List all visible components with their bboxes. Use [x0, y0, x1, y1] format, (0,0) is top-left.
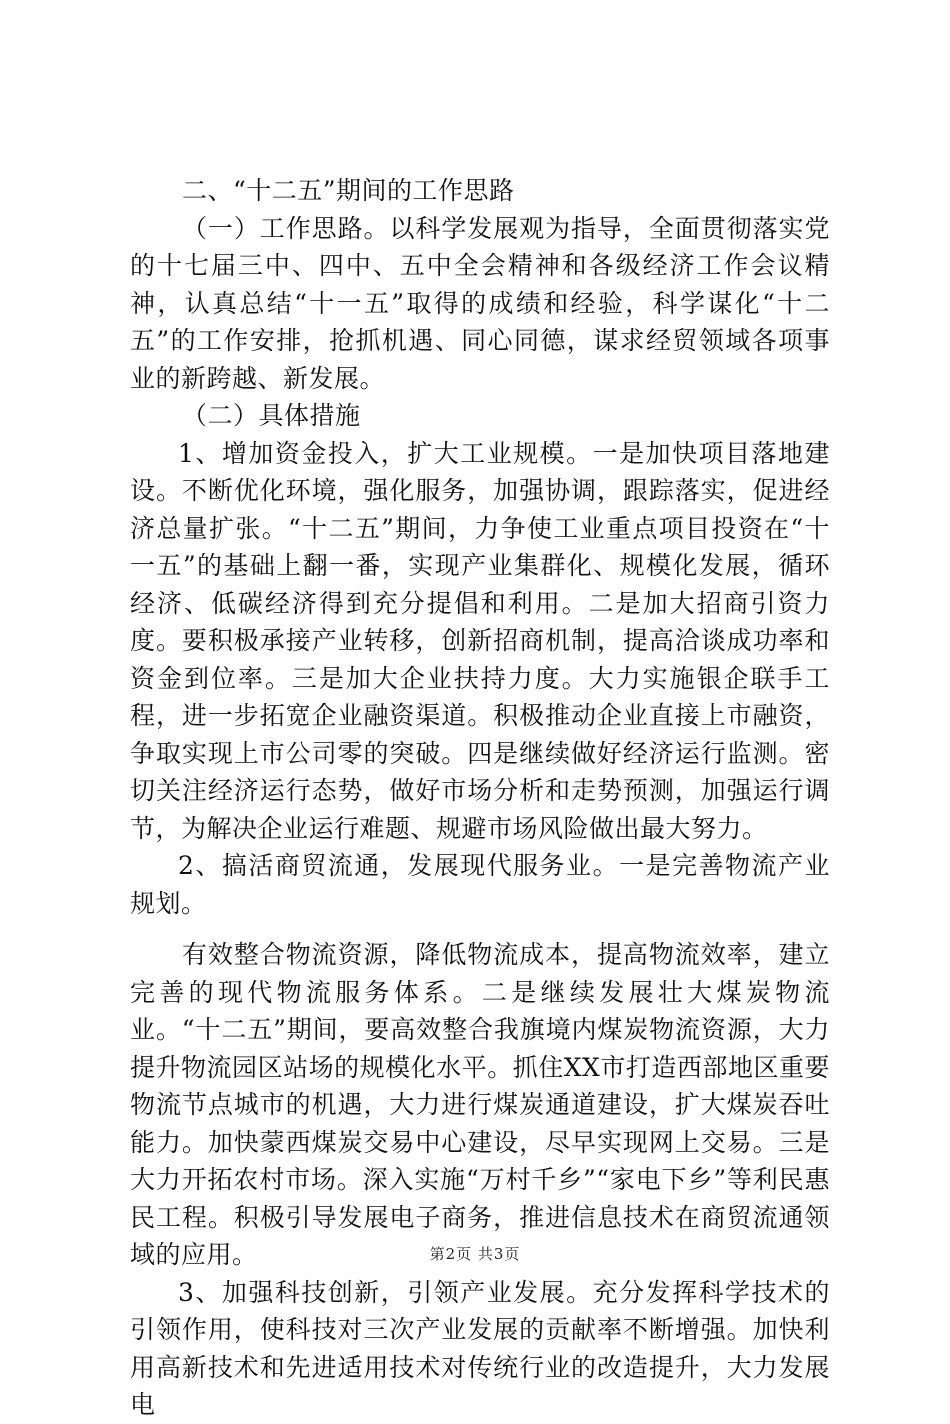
- document-body: [130, 172, 830, 1424]
- subheading-measures: （二）具体措施: [182, 401, 361, 430]
- paragraph-measure-2-continued: 有效整合物流资源，降低物流成本，提高物流效率，建立完善的现代物流服务体系。二是继续发展壮大煤炭物流业。“十二五”期间，要高效整合我旗境内煤炭物流资源，大力提升物流园区站场的规模化水平。抓住XX市打造西部地区重要物流节点城市的机遇，大力进行煤炭通道建设，扩大煤炭吞吐能力。加快蒙西煤炭交易中心建设，尽早实现网上交易。三是大力开拓农村市场。深入实施“万村千乡”“家电下乡”等利民惠民工程。积极引导发展电子商务，推进信息技术在商贸流通领域的应用。: [130, 940, 830, 1269]
- paragraph-work-ideas: （一）工作思路。以科学发展观为指导，全面贯彻落实党的十七届三中、四中、五中全会精神和各级经济工作会议精神，认真总结“十一五”取得的成绩和经验，科学谋化“十二五”的工作安排，抢抓机遇、同心同德，谋求经贸领域各项事业的新跨越、新发展。: [130, 213, 830, 393]
- paragraph-measure-2: 2、搞活商贸流通，发展现代服务业。一是完善物流产业规划。: [130, 851, 830, 918]
- paragraph-measure-1: 1、增加资金投入，扩大工业规模。一是加快项目落地建设。不断优化环境，强化服务，加强协调，跟踪落实，促进经济总量扩张。“十二五”期间，力争使工业重点项目投资在“十一五”的基础上翻一番，实现产业集群化、规模化发展，循环经济、低碳经济得到充分提倡和利用。二是加大招商引资力度。要积极承接产业转移，创新招商机制，提高洽谈成功率和资金到位率。三是加大企业扶持力度。大力实施银企联手工程，进一步拓宽企业融资渠道。积极推动企业直接上市融资，争取实现上市公司零的突破。四是继续做好经济运行监测。密切关注经济运行态势，做好市场分析和走势预测，加强运行调节，为解决企业运行难题、规避市场风险做出最大努力。: [130, 438, 830, 843]
- paragraph-measure-3: 3、加强科技创新，引领产业发展。充分发挥科学技术的引领作用，使科技对三次产业发展的贡献率不断增强。加快利用高新技术和先进适用技术对传统行业的改造提升，大力发展电: [130, 1277, 830, 1419]
- section-title: 二、“十二五”期间的工作思路: [182, 176, 515, 205]
- page-number-footer: 第2页 共3页: [429, 1245, 521, 1263]
